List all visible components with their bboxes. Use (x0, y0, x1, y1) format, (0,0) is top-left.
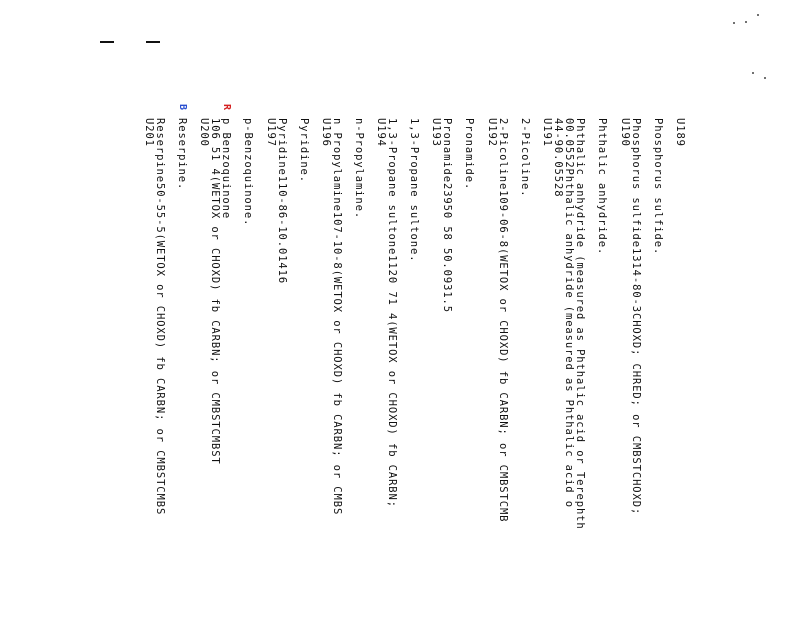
rotated-text-block (48, 104, 688, 618)
text-line: U194 (375, 118, 387, 147)
text-line: 44-90.05528 (552, 118, 564, 198)
scan-speck (745, 21, 747, 23)
text-line: n-Propylamine. (353, 118, 365, 220)
text-line: 1,3-Propane sultone. (408, 118, 420, 263)
text-line: Reserpine50-55-5(WETOX or CHOXD) fb CARBN; or CMBSTCMBS (154, 118, 166, 516)
text-line: U196 (320, 118, 332, 147)
text-line: Pronamide. (463, 118, 475, 191)
blue-annotation-mark: B (177, 104, 188, 111)
text-line: Phosphorus sulfide1314-80-3CHOXD; CHRED; or CMBSTCHOXD; (630, 118, 642, 516)
scan-dash-mark (146, 41, 160, 43)
scan-dash-mark (100, 41, 114, 43)
text-line: Phthalic anhydride. (596, 118, 608, 256)
text-line: U192 (486, 118, 498, 147)
text-line: Pyridine. (298, 118, 310, 183)
text-line: U201 (143, 118, 155, 147)
text-line: 2-Picoline109-06-8(WETOX or CHOXD) fb CARBN; or CMBSTCMB (497, 118, 509, 523)
text-line: U189 (674, 118, 686, 147)
scan-speck (733, 22, 735, 24)
text-line: U191 (541, 118, 553, 147)
red-annotation-mark: R (221, 104, 232, 111)
text-line: p-Benzoquinone. (242, 118, 254, 227)
text-line: 00.0552Phthalic anhydride (measured as Phthalic acid o (563, 118, 575, 508)
text-line: n Propylamine107-10-8(WETOX or CHOXD) fb CARBN; or CMBS (331, 118, 343, 516)
scan-speck (752, 72, 754, 74)
text-line: 2-Picoline. (519, 118, 531, 198)
scan-speck (764, 77, 766, 79)
scan-speck (757, 14, 759, 16)
text-line: Pyridine110-86-10.01416 (276, 118, 288, 285)
text-line: p Benzoquinone (220, 118, 232, 220)
text-line: Reserpine. (176, 118, 188, 191)
text-line: 1,3-Propane sultone1120 71 4(WETOX or CHOXD) fb CARBN; (386, 118, 398, 508)
text-line: U197 (265, 118, 277, 147)
text-line: Pronamide23950 58 50.0931.5 (441, 118, 453, 313)
text-line: U200 (198, 118, 210, 147)
text-line: 106 51 4(WETOX or CHOXD) fb CARBN; or CMBSTCMBST (209, 118, 221, 465)
text-line: Phthalic anhydride (measured as Phthalic acid or Terephth (574, 118, 586, 530)
text-line: U190 (619, 118, 631, 147)
text-line: U193 (430, 118, 442, 147)
text-line: Phosphorus sulfide. (652, 118, 664, 256)
